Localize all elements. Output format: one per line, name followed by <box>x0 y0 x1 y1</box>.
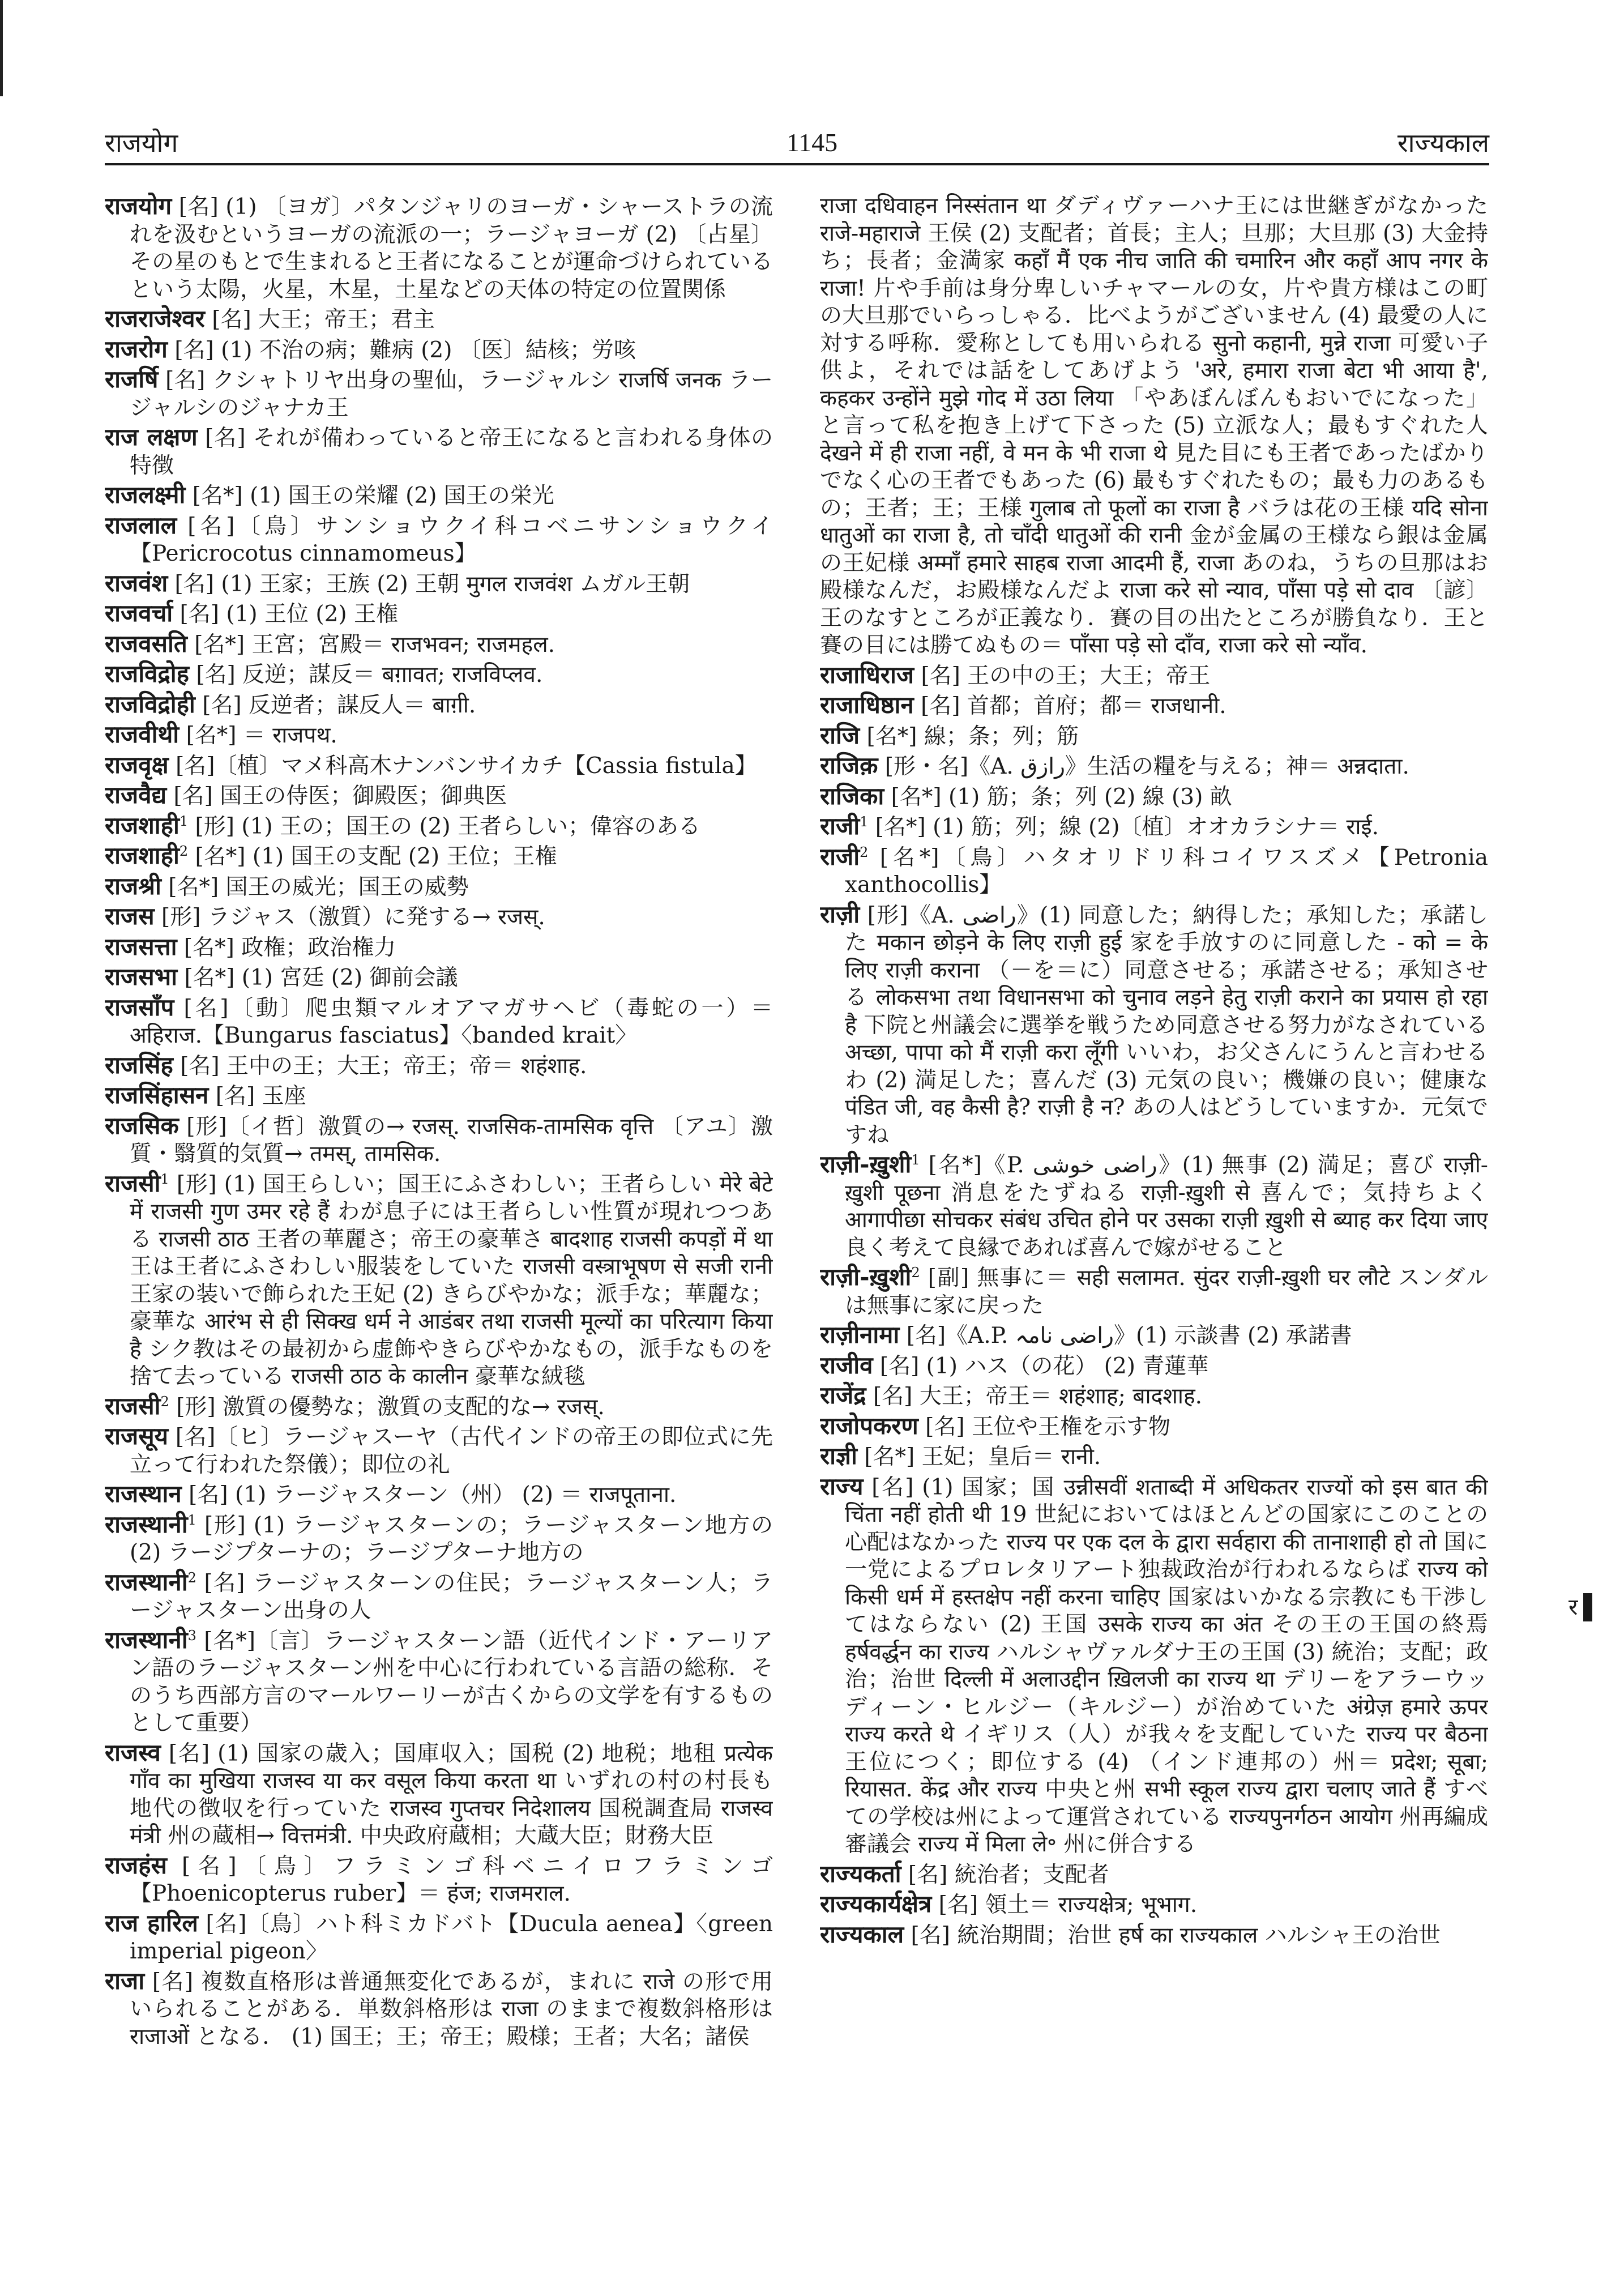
dictionary-entry <box>105 1423 773 1479</box>
definition-text: [副] 無事に＝ सही सलामत. सुंदर राज़ी-ख़ुशी घर लौटे スンダルは無事に家に戻った <box>845 1265 1488 1318</box>
headword: राजसिंह <box>105 1051 173 1079</box>
homograph-number: 3 <box>187 1627 196 1644</box>
dictionary-entry <box>105 1112 773 1168</box>
dictionary-entry <box>105 691 773 720</box>
dictionary-entry <box>820 1382 1488 1411</box>
headword: राजश्री <box>105 872 161 900</box>
definition-text: [名*] (1) 国王の支配 (2) 王位；王権 <box>195 844 557 869</box>
headword: राजाधिराज <box>820 660 914 689</box>
dictionary-entry <box>105 1052 773 1081</box>
dictionary-entry <box>105 721 773 750</box>
headword: राजराजेश्वर <box>105 305 205 332</box>
headword: राजयोग <box>105 193 172 220</box>
dictionary-entry <box>105 193 773 304</box>
dictionary-entry <box>820 722 1488 751</box>
homograph-number: 2 <box>911 1265 920 1281</box>
column-right <box>820 193 1488 2254</box>
definition-text: [名] 統治者；支配者 <box>908 1862 1109 1888</box>
page-number: 1145 <box>786 128 838 157</box>
definition-text: [名] 玉座 <box>215 1083 306 1109</box>
headword: राजलाल <box>105 511 177 539</box>
headword: राजस्थानी <box>105 1510 188 1538</box>
definition-text: [名] (1) ラージャスターン（州） (2) ＝ राजपूताना. <box>189 1482 677 1508</box>
dictionary-entry <box>105 366 773 422</box>
homograph-number: 1 <box>860 814 869 830</box>
definition-text: [名*] 線；条；列；筋 <box>866 723 1079 749</box>
dictionary-entry <box>105 481 773 510</box>
definition-text: [名*]〔鳥〕ハタオリドリ科コイワスズメ【Petronia xanthocollis】 <box>845 844 1488 898</box>
definition-text: [名]〔植〕マメ科高木ナンバンサイカチ【Cassia fistula】 <box>176 753 757 779</box>
headword: राजशाही <box>105 811 180 839</box>
headword: राजसी <box>105 1392 161 1420</box>
definition-text: [名] (1) 王家；王族 (2) 王朝 मुगल राजवंश ムガル王朝 <box>174 571 690 597</box>
headword: राजवर्चा <box>105 599 173 627</box>
headword: राजस्व <box>105 1738 161 1766</box>
dictionary-entry <box>105 873 773 902</box>
headword: राज्यकाल <box>820 1920 904 1948</box>
definition-text: [名*] (1) 国王の栄耀 (2) 国王の栄光 <box>192 483 554 509</box>
dictionary-entry <box>105 1627 773 1738</box>
headword: राजविद्रोह <box>105 660 189 688</box>
dictionary-entry <box>105 660 773 689</box>
dictionary-entry <box>105 1480 773 1509</box>
dictionary-entry <box>820 1921 1488 1950</box>
definition-text: [名] (1) 〔ヨガ〕パタンジャリのヨーガ・シャーストラの流れを汲むというヨーガの流派の一；ラージャヨーガ (2) 〔占星〕その星のもとで生まれると王者になることが運命づけられているという太陽，火星，木星，土星などの天体の特定の位置関係 <box>130 194 773 302</box>
headword: राजर्षि <box>105 365 159 393</box>
headword: राज्यकर्ता <box>820 1859 901 1888</box>
dictionary-entry <box>820 1473 1488 1859</box>
definition-text: [名]〔鳥〕ハト科ミカドバト【Ducula aenea】〈green imperial pigeon〉 <box>130 1911 773 1964</box>
definition-text: [名*] 王宮；宮殿＝ राजभवन; राजमहल. <box>194 631 555 658</box>
headword: राजसत्ता <box>105 932 177 961</box>
column-left <box>105 193 773 2254</box>
headword: राजलक्ष्मी <box>105 481 186 509</box>
headword: राजस्थान <box>105 1480 182 1508</box>
dictionary-entry <box>105 512 773 568</box>
dictionary-entry <box>105 1393 773 1422</box>
definition-text: [名] (1) 王位 (2) 王権 <box>180 601 399 627</box>
dictionary-entry <box>105 630 773 659</box>
homograph-number: 2 <box>860 844 869 860</box>
definition-text: [形] (1) ラージャスターンの；ラージャスターン地方の (2) ラージプターナの；ラージプターナ地方の <box>130 1512 773 1565</box>
definition-text: [名*] 政権；政治権力 <box>183 934 396 961</box>
dictionary-entry <box>105 1967 773 2051</box>
homograph-number: 2 <box>179 843 189 859</box>
definition-text: [名] 大王；帝王；君主 <box>212 307 435 332</box>
dictionary-entry <box>820 1321 1488 1350</box>
definition-text: [形] (1) 王の；国王の (2) 王者らしい；偉容のある <box>195 813 701 839</box>
definition-text: [形] (1) 国王らしい；国王にふさわしい；王者らしい मेरे बेटे में राजसी गुण उमर रहे हैं わが息子には王者らしい性質が現れつつある राजसी ठाठ 王者の華麗さ；帝王の豪華さ बादशाह राजसी कपड़ों में था 王は王者にふさわしい服装をしていた राजसी वस्त्राभूषण से सजी रानी 王家の装いで飾られた王妃 (2) きらびやかな；派手な；華麗な；豪華な आरंभ से ही सिक्ख धर्म ने आडंबर तथा राजसी मूल्यों का परित्याग किया है シク教はその最初から虚飾やきらびやかなもの，派手なものを捨て去っている राजसी ठाठ के कालीन 豪華な絨毯 <box>130 1171 773 1389</box>
headword: राजशाही <box>105 842 180 869</box>
definition-text: राजा दधिवाहन निस्संतान था ダディヴァーハナ王には世継ぎがなかった राजे-महाराजे 王侯 (2) 支配者；首長；主人；旦那；大旦那 (3) 大金持ち；長者；金満家 कहाँ मैं एक नीच जाति की चमारिन और कहाँ आप नगर के राजा! 片や手前は身分卑しいチャマールの女，片や貴方様はこの町の大旦那でいらっしゃる．比べようがございません (4) 最愛の人に対する呼称．愛称としても用いられる सुनो कहानी, मुन्ने राजा 可愛い子供よ，それでは話をしてあげよう 'अरे, हमारा राजा बेटा भी आया है', कहकर उन्होंने मुझे गोद में उठा लिया 「やあぼんぼんもおいでになった」と言って私を抱き上げて下さった (5) 立派な人；最もすぐれた人 देखने में ही राजा नहीं, वे मन के भी राजा थे 見た目にも王者であったばかりでなく心の王者でもあった (6) 最もすぐれたもの；最も力のあるもの；王者；王；王様 गुलाब तो फूलों का राजा है バラは花の王様 यदि सोना धातुओं का राजा है, तो चाँदी धातुओं की रानी 金が金属の王様なら銀は金属の王妃様 अम्माँ हमारे साहब राजा आदमी हैं, राजा あのね，うちの旦那はお殿様なんだ，お殿様なんだよ राजा करे सो न्याव, पाँसा पड़े सो दाव 〔諺〕王のなすところが正義なり．賽の目の出たところが勝負なり．王と賽の目には勝てぬもの＝ पाँसा पड़े सो दाँव, राजा करे सो न्याँव. <box>820 193 1488 658</box>
headword: राजवीथी <box>105 720 180 748</box>
definition-text: [名*] 国王の威光；国王の威勢 <box>168 874 469 900</box>
dictionary-entry <box>105 963 773 992</box>
definition-text: [形・名]《A. رازق》生活の糧を与える；神＝ अन्नदाता. <box>884 754 1409 779</box>
definition-text: [名] 大王；帝王＝ शहंशाह; बादशाह. <box>873 1384 1203 1409</box>
definition-text: [名]〔ヒ〕ラージャスーヤ（古代インドの帝王の即位式に先立って行われた祭儀）；即位の礼 <box>130 1424 773 1478</box>
headword: राजिका <box>820 782 884 810</box>
headword: राजसिक <box>105 1111 179 1139</box>
definition-text: [名] 統治期間；治世 हर्ष का राज्यकाल ハルシャ王の治世 <box>911 1922 1441 1948</box>
headword: राज़ी-ख़ुशी <box>820 1150 912 1178</box>
dictionary-entry <box>820 1151 1488 1262</box>
definition-text: [形] 激質の優勢な；激質の支配的な→ रजस्. <box>176 1394 605 1420</box>
thumb-index-bar <box>1583 1593 1592 1621</box>
definition-text: [名] 反逆者；謀反人＝ बाग़ी. <box>202 692 476 718</box>
dictionary-entry <box>105 1852 773 1908</box>
headword: राज लक्षण <box>105 423 198 451</box>
definition-text: [名] 国王の侍医；御殿医；御典医 <box>173 783 507 809</box>
thumb-index-tab <box>1569 1590 1592 1624</box>
dictionary-entry <box>105 782 773 810</box>
dictionary-entry <box>820 813 1488 842</box>
headword: राजसाँप <box>105 993 174 1021</box>
definition-text: [名*]《P. راضی خوشی》(1) 無事 (2) 満足；喜び राज़ी-ख़ुशी पूछना 消息をたずねる राज़ी-ख़ुशी से 喜んで；気持ちよく आगापीछा सोचकर संबंध उचित होने पर उसका राज़ी ख़ुशी से ब्याह कर दिया जाए 良く考えて良縁であれば喜んで嫁がせること <box>845 1153 1488 1261</box>
page-edge-mark <box>0 0 3 96</box>
definition-text: [形]《A. راضی》(1) 同意した；納得した；承知した；承諾した मकान छोड़ने के लिए राज़ी हुई 家を手放すのに同意した - को = के लिए राज़ी कराना （－を＝に）同意させる；承諾させる；承知させる लोकसभा तथा विधानसभा को चुनाव लड़ने हेतु राज़ी कराने का प्रयास हो रहा है 下院と州議会に選挙を戦うため同意させる努力がなされている अच्छा, पापा को मैं राज़ी करा लूँगी いいわ，お父さんにうんと言わせるわ (2) 満足した；喜んだ (3) 元気の良い；機嫌の良い；健康な पंडित जी, वह कैसी है? राज़ी है न? あの人はどうしていますか．元気ですね <box>845 902 1488 1148</box>
dictionary-entry <box>105 424 773 480</box>
headword: राजरोग <box>105 335 168 363</box>
definition-text: [名] 複数直格形は普通無変化であるが，まれに राजे の形で用いられることがある．単数斜格形は राजा のままで複数斜格形は राजाओं となる． (1) 国王；王；帝王；殿様；王者；大名；諸侯 <box>130 1969 773 2050</box>
dictionary-entry <box>105 752 773 780</box>
definition-text: [名*] ＝ राजपथ. <box>186 723 337 748</box>
definition-text: [名] 王中の王；大王；帝王；帝＝ शहंशाह. <box>180 1053 587 1079</box>
headword: राजवैद्य <box>105 781 167 809</box>
headword: राज़ीनामा <box>820 1321 900 1348</box>
definition-text: [名] 反逆；謀反＝ बग़ावत; राजविप्लव. <box>196 662 543 688</box>
headword: राजसी <box>105 1169 161 1197</box>
headword: राजी <box>820 842 860 870</box>
definition-text: [名] 王位や王権を示す物 <box>925 1414 1170 1440</box>
header-rule <box>105 163 1489 165</box>
running-head-left: राजयोग <box>105 127 178 158</box>
homograph-number: 1 <box>911 1152 920 1168</box>
dictionary-entry <box>105 1511 773 1567</box>
homograph-number: 2 <box>160 1393 169 1410</box>
homograph-number: 1 <box>179 813 189 829</box>
headword: राज्यकार्यक्षेत्र <box>820 1890 932 1918</box>
homograph-number: 1 <box>187 1512 196 1528</box>
headword: राजस <box>105 902 155 930</box>
headword: राजिक़ <box>820 752 878 779</box>
definition-text: [名] (1) ハス（の花） (2) 青蓮華 <box>879 1353 1209 1379</box>
headword: राज्य <box>820 1472 864 1500</box>
definition-text: [名*] 王妃；皇后＝ रानी. <box>864 1444 1101 1470</box>
dictionary-entry <box>820 783 1488 812</box>
definition-text: [名] 首都；首府；都＝ राजधानी. <box>921 693 1226 719</box>
dictionary-entry <box>820 692 1488 720</box>
headword: राज्ञी <box>820 1442 857 1470</box>
dictionary-entry <box>820 661 1488 690</box>
headword: राजस्थानी <box>105 1568 188 1596</box>
headword: राजवृक्ष <box>105 750 169 779</box>
dictionary-entry <box>105 994 773 1050</box>
headword: राजीव <box>820 1351 873 1379</box>
headword: राज़ी <box>820 900 860 928</box>
dictionary-entry <box>105 1082 773 1111</box>
definition-text: [名]《A.P. راضی نامہ》(1) 示談書 (2) 承諾書 <box>906 1323 1352 1348</box>
dictionary-entry <box>105 336 773 365</box>
headword: राजि <box>820 721 860 749</box>
definition-text: [名*] (1) 筋；列；線 (2)〔植〕オオカラシナ＝ राई. <box>875 814 1379 840</box>
headword: राजोपकरण <box>820 1411 918 1440</box>
headword: राजाधिष्ठान <box>820 691 914 719</box>
headword: राजस्थानी <box>105 1625 188 1654</box>
definition-text: [形]〔イ哲〕激質の→ रजस्. राजसिक-तामसिक वृत्ति 〔アユ〕激質・翳質的気質→ तमस्, तामसिक. <box>130 1113 773 1167</box>
dictionary-entry <box>820 1442 1488 1471</box>
dictionary-entry <box>820 193 1488 660</box>
definition-text: [形] ラジャス（激質）に発する→ रजस्. <box>161 904 545 930</box>
definition-text: [名*] (1) 筋；条；列 (2) 線 (3) 畝 <box>891 784 1232 810</box>
headword: राज़ी-ख़ुशी <box>820 1263 912 1291</box>
headword: राजविद्रोही <box>105 690 195 718</box>
definition-text: [名] (1) 国家の歳入；国庫収入；国税 (2) 地税；地租 प्रत्येक गाँव का मुखिया राजस्व या कर वसूल किया करता था いずれの村の村長も地代の徴収を行っていた राजस्व गुप्तचर निदेशालय 国税調査局 राजस्व मंत्री 州の蔵相→ वित्तमंत्री. 中央政府蔵相；大蔵大臣；財務大臣 <box>130 1740 773 1849</box>
dictionary-entry <box>105 1910 773 1966</box>
headword: राजी <box>820 812 860 840</box>
headword: राजसूय <box>105 1422 168 1450</box>
headword: राजा <box>105 1966 145 1995</box>
dictionary-entry <box>820 1412 1488 1441</box>
definition-text: [名] 領土＝ राज्यक्षेत्र; भूभाग. <box>938 1892 1198 1918</box>
definition-text: [名*]〔言〕ラージャスターン語（近代インド・アーリアン語のラージャスターン州を中心に行われている言語の総称．そのうち西部方言のマールワーリーが古くからの文学を有するものとして重要） <box>130 1628 773 1736</box>
headword: राजवसति <box>105 629 187 658</box>
dictionary-entry <box>105 842 773 871</box>
definition-text: [名] ラージャスターンの住民；ラージャスターン人；ラージャスターン出身の人 <box>130 1570 773 1623</box>
definition-text: [名] (1) 国家；国 उन्नीसवीं शताब्दी में अधिकतर राज्यों को इस बात की चिंता नहीं होती थी 19 世紀においてはほとんどの国家にこのことの心配はなかった राज्य पर एक दल के द्वारा सर्वहारा की तानाशाही हो तो 国に一党によるプロレタリアート独裁政治が行われるならば राज्य को किसी धर्म में हस्तक्षेप नहीं करना चाहिए 国家はいかなる宗教にも干渉してはならない (2) 王国 उसके राज्य का अंत その王の王国の終焉 हर्षवर्द्धन का राज्य ハルシャヴァルダナ王の王国 (3) 統治；支配；政治；治世 दिल्ली में अलाउद्दीन ख़िलजी का राज्य था デリーをアラーウッディーン・ヒルジー（キルジー）が治めていた अंग्रेज़ हमारे ऊपर राज्य करते थे イギリス（人）が我々を支配していた राज्य पर बैठना 王位につく；即位する (4) （インド連邦の）州＝ प्रदेश; सूबा; रियासत. केंद्र और राज्य 中央と州 सभी स्कूल राज्य द्वारा चलाए जाते हैं すべての学校は州によって運営されている राज्यपुनर्गठन आयोग 州再編成審議会 राज्य में मिला ले॰ 州に併合する <box>845 1474 1488 1857</box>
dictionary-entry <box>105 1739 773 1850</box>
definition-text: [名]〔鳥〕フラミンゴ科ベニイロフラミンゴ【Phoenicopterus ruber】＝ हंज; राजमराल. <box>130 1853 773 1906</box>
dictionary-entry <box>105 903 773 932</box>
dictionary-entry <box>820 1264 1488 1320</box>
headword: राजहंस <box>105 1851 167 1879</box>
definition-text: [名]〔鳥〕サンショウクイ科コベニサンショウクイ【Pericrocotus cinnamomeus】 <box>130 513 773 566</box>
definition-text: [名]〔動〕爬虫類マルオアマガサヘビ（毒蛇の一）＝ अहिराज.【Bungarus fasciatus】〈banded krait〉 <box>130 995 773 1048</box>
dictionary-entry <box>105 305 773 334</box>
definition-text: [名*] (1) 宮廷 (2) 御前会議 <box>184 965 458 991</box>
dictionary-entry <box>820 843 1488 899</box>
homograph-number: 2 <box>187 1569 196 1586</box>
definition-text: [名] (1) 不治の病；難病 (2) 〔医〕結核；労咳 <box>174 337 636 363</box>
dictionary-entry <box>105 1170 773 1391</box>
headword: राज हारिल <box>105 1909 198 1937</box>
headword: राजसभा <box>105 963 178 991</box>
dictionary-entry <box>105 933 773 962</box>
headword: राजवंश <box>105 569 168 597</box>
definition-text: [名] クシャトリヤ出身の聖仙，ラージャルシ राजर्षि जनक ラージャルシのジャナカ王 <box>130 368 773 421</box>
dictionary-entry <box>820 752 1488 781</box>
dictionary-entry <box>820 901 1488 1150</box>
dictionary-entry <box>105 570 773 599</box>
running-head-right: राज्यकाल <box>1397 127 1489 158</box>
dictionary-entry <box>820 1352 1488 1381</box>
homograph-number: 1 <box>160 1171 169 1187</box>
dictionary-entry <box>105 812 773 841</box>
definition-text: [名] それが備わっていると帝王になると言われる身体の特徴 <box>130 425 773 479</box>
dictionary-entry <box>820 1860 1488 1889</box>
dictionary-entry <box>820 1890 1488 1919</box>
headword: राजेंद्र <box>820 1381 866 1409</box>
dictionary-entry <box>105 1569 773 1625</box>
headword: राजसिंहासन <box>105 1081 209 1109</box>
definition-text: [名] 王の中の王；大王；帝王 <box>921 663 1211 689</box>
thumb-index-letter: र <box>1569 1594 1578 1620</box>
dictionary-entry <box>105 600 773 629</box>
